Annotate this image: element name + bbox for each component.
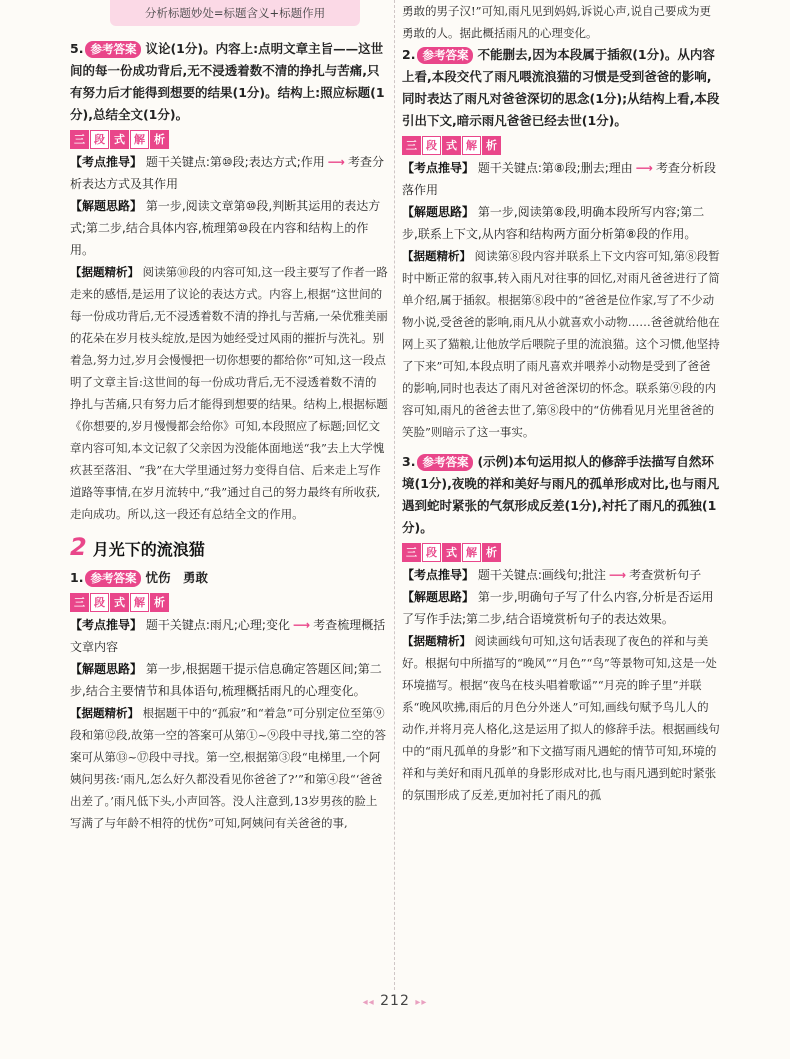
jingxi-row: [402, 630, 720, 806]
kaodian-row: [402, 564, 720, 586]
question-1: [70, 567, 388, 589]
continued-text: 勇敢的男子汉!”可知,雨凡见到妈妈,诉说心声,说自己要成为更勇敢的人。据此概括雨凡的心理变化。: [402, 4, 711, 40]
answer-badge: 参考答案: [417, 47, 473, 64]
question-number: 5.: [70, 41, 84, 56]
jieti-text: 第一步,明确句子写了什么内容,分析是否运用了写作手法;第二步,结合语境赏析句子的表达效果。: [402, 590, 714, 626]
arrow-icon: ⟶: [292, 618, 311, 632]
sdsx-char: 段: [90, 130, 109, 149]
jingxi-text: 阅读画线句可知,这句话表现了夜色的祥和与美好。根据句中所描写的“晚风”“月色”“鸟”等景物可知,这是一处环境描写。根据“夜鸟在枝头唱着歌谣”“月亮的眸子里”并联系“晚风吹拂,雨后的月色分外迷人”可知,画线句赋予鸟儿人的动作,并将月亮人格化,这是运用了拟人的修辞手法。根据画线句中的“雨凡孤单的身影”和下文描写雨凡遇蛇的情节可知,环境的祥和与美好和雨凡孤单的身影形成对比,也与雨凡遇到蛇时紧张的氛围形成了反差,更加衬托了雨凡的孤: [402, 634, 720, 802]
answer-text: 议论(1分)。内容上:点明文章主旨——这世间的每一份成功背后,无不浸透着数不清的挣扎与苦痛,只有努力后才能得到想要的结果(1分)。结构上:照应标题(1分),总结全文(1分)。: [70, 41, 385, 122]
sdsx-char: 析: [482, 543, 501, 562]
kaodian-b: 考查分析表达方式及其作用: [70, 155, 384, 191]
sdsx-char: 段: [422, 543, 441, 562]
arrow-icon: ⟶: [327, 155, 345, 169]
answer-text: 忧伤 勇敢: [145, 570, 208, 585]
jieti-row: [402, 201, 720, 245]
jingxi-row: [402, 245, 720, 443]
sdsx-char: 式: [442, 136, 461, 155]
kaodian-label: 【考点推导】: [70, 155, 143, 169]
analysis-banner: [70, 130, 388, 149]
kaodian-b: 考查分析段落作用: [402, 161, 716, 197]
question-5: [70, 38, 388, 126]
jingxi-row: [70, 261, 388, 525]
jingxi-label: 【据题精析】: [402, 634, 471, 648]
kaodian-a: 题干关键点:雨凡;心理;变化: [145, 618, 290, 632]
kaodian-row: [70, 151, 388, 195]
sdsx-char: 解: [130, 593, 149, 612]
sdsx-char: 三: [402, 543, 421, 562]
page-number: 212: [380, 993, 410, 1009]
kaodian-a: 题干关键点:第⑩段;表达方式;作用: [145, 155, 325, 169]
sdsx-char: 式: [110, 593, 129, 612]
jingxi-label: 【据题精析】: [70, 265, 139, 279]
section-name: 月光下的流浪猫: [92, 540, 205, 559]
jingxi-row: [70, 702, 388, 834]
kaodian-label: 【考点推导】: [402, 161, 475, 175]
jieti-label: 【解题思路】: [70, 199, 143, 213]
kaodian-label: 【考点推导】: [402, 568, 475, 582]
kaodian-row: [70, 614, 388, 658]
kaodian-row: [402, 157, 720, 201]
answer-badge: 参考答案: [85, 570, 141, 587]
answer-text: (示例)本句运用拟人的修辞手法描写自然环境(1分),夜晚的祥和美好与雨凡的孤单形成对比,也与雨凡遇到蛇时紧张的气氛形成反差(1分),衬托了雨凡的孤独(1分)。: [402, 454, 720, 535]
jieti-row: [402, 586, 720, 630]
jingxi-text: 阅读第⑧段内容并联系上下文内容可知,第⑧段暂时中断正常的叙事,转入雨凡对往事的回忆,对雨凡爸爸进行了简单介绍,属于插叙。根据第⑧段中的“爸爸是位作家,写了不少动物小说,受爸爸的影响,雨凡从小就喜欢小动物……爸爸就给他在网上买了猫粮,让他放学后喂院子里的流浪猫。这个习惯,他坚持了下来”可知,本段点明了雨凡喜欢并喂养小动物是受到了爸爸的影响,同时也表达了雨凡对爸爸深切的怀念。联系第⑨段的内容可知,雨凡的爸爸去世了,第⑧段中的“仿佛看见月光里爸爸的笑脸”则暗示了这一事实。: [402, 249, 720, 439]
question-2: [402, 44, 720, 132]
sdsx-char: 段: [90, 593, 109, 612]
kaodian-a: 题干关键点:画线句;批注: [477, 568, 606, 582]
jieti-text: 第一步,阅读第⑧段,明确本段所写内容;第二步,联系上下文,从内容和结构两方面分析第⑧段的作用。: [402, 205, 705, 241]
analysis-banner: [402, 136, 720, 155]
question-3: [402, 451, 720, 539]
kaodian-label: 【考点推导】: [70, 618, 143, 632]
jingxi-text: 阅读第⑩段的内容可知,这一段主要写了作者一路走来的感悟,是运用了议论的表达方式。内容上,根据“这世间的每一份成功背后,无不浸透着数不清的挣扎与苦痛,一朵优雅美丽的花朵在岁月枝头绽放,是因为她经受过风雨的摧折与洗礼。别着急,努力过,岁月会慢慢把一切你想要的都给你”可知,这一段点明了文章主旨:这世间的每一份成功背后,无不浸透着数不清的挣扎与苦痛,只有努力后才能得到想要的结果。结构上,根据标题《你想要的,岁月慢慢都会给你》可知,本段照应了标题;回忆文章内容可知,本文记叙了父亲因为没能体面地送“我”去上大学愧疚甚至落泪、“我”在大学里通过努力变得自信、后来走上写作道路等事情,在岁月流转中,“我”通过自己的努力最终有所收获,走向成功。所以,这一段还有总结全文的作用。: [70, 265, 388, 521]
jieti-label: 【解题思路】: [70, 662, 143, 676]
jieti-text: 第一步,阅读文章第⑩段,判断其运用的表达方式;第二步,结合具体内容,梳理第⑩段在内容和结构上的作用。: [70, 199, 381, 257]
sdsx-char: 解: [462, 136, 481, 155]
jieti-label: 【解题思路】: [402, 205, 475, 219]
jieti-text: 第一步,根据题干提示信息确定答题区间;第二步,结合主要情节和具体语句,梳理概括雨凡的心理变化。: [70, 662, 382, 698]
sdsx-char: 段: [422, 136, 441, 155]
kaodian-b: 考查梳理概括文章内容: [70, 618, 386, 654]
decorative-dots-icon: ▸▸: [415, 997, 428, 1008]
jieti-row: [70, 195, 388, 261]
sdsx-char: 式: [442, 543, 461, 562]
banner: 分析标题妙处=标题含义+标题作用: [110, 0, 360, 26]
analysis-banner: [402, 543, 720, 562]
analysis-banner: [70, 593, 388, 612]
sdsx-char: 解: [130, 130, 149, 149]
question-number: 2.: [402, 47, 416, 62]
section-number: 2: [70, 533, 87, 561]
arrow-icon: ⟶: [635, 161, 653, 175]
answer-text: 不能删去,因为本段属于插叙(1分)。从内容上看,本段交代了雨凡喂流浪猫的习惯是受到爸爸的影响,同时表达了雨凡对爸爸深切的思念(1分);从结构上看,本段引出下文,暗示雨凡爸爸已经去世(1分)。: [402, 47, 720, 128]
left-column: [70, 38, 388, 834]
arrow-icon: ⟶: [608, 568, 627, 582]
right-column: [402, 0, 720, 806]
question-number: 3.: [402, 454, 416, 469]
decorative-dots-icon: ◂◂: [362, 997, 375, 1008]
sdsx-char: 三: [70, 593, 89, 612]
kaodian-b: 考查赏析句子: [629, 568, 702, 582]
question-number: 1.: [70, 570, 84, 585]
sdsx-char: 析: [150, 130, 169, 149]
answer-badge: 参考答案: [417, 454, 473, 471]
jingxi-text: 根据题干中的“孤寂”和“着急”可分别定位至第⑨段和第⑫段,故第一空的答案可从第①~⑨段中寻找,第二空的答案可从第⑬~⑰段中寻找。第一空,根据第③段“电梯里,一个阿姨问男孩:‘雨凡,怎么好久都没看见你爸爸了?’”和第④段“‘爸爸出差了。’雨凡低下头,小声回答。没人注意到,13岁男孩的脸上写满了与年龄不相符的忧伤”可知,阿姨问有关爸爸的事,: [70, 706, 386, 830]
sdsx-char: 三: [70, 130, 89, 149]
sdsx-char: 式: [110, 130, 129, 149]
sdsx-char: 解: [462, 543, 481, 562]
column-divider: [394, 0, 395, 990]
jingxi-label: 【据题精析】: [70, 706, 139, 720]
jieti-row: [70, 658, 388, 702]
section-title: [70, 533, 388, 561]
kaodian-a: 题干关键点:第⑧段;删去;理由: [477, 161, 633, 175]
sdsx-char: 三: [402, 136, 421, 155]
page-footer: [0, 993, 790, 1009]
jieti-label: 【解题思路】: [402, 590, 475, 604]
sdsx-char: 析: [482, 136, 501, 155]
answer-badge: 参考答案: [85, 41, 141, 58]
jingxi-label: 【据题精析】: [402, 249, 471, 263]
sdsx-char: 析: [150, 593, 169, 612]
